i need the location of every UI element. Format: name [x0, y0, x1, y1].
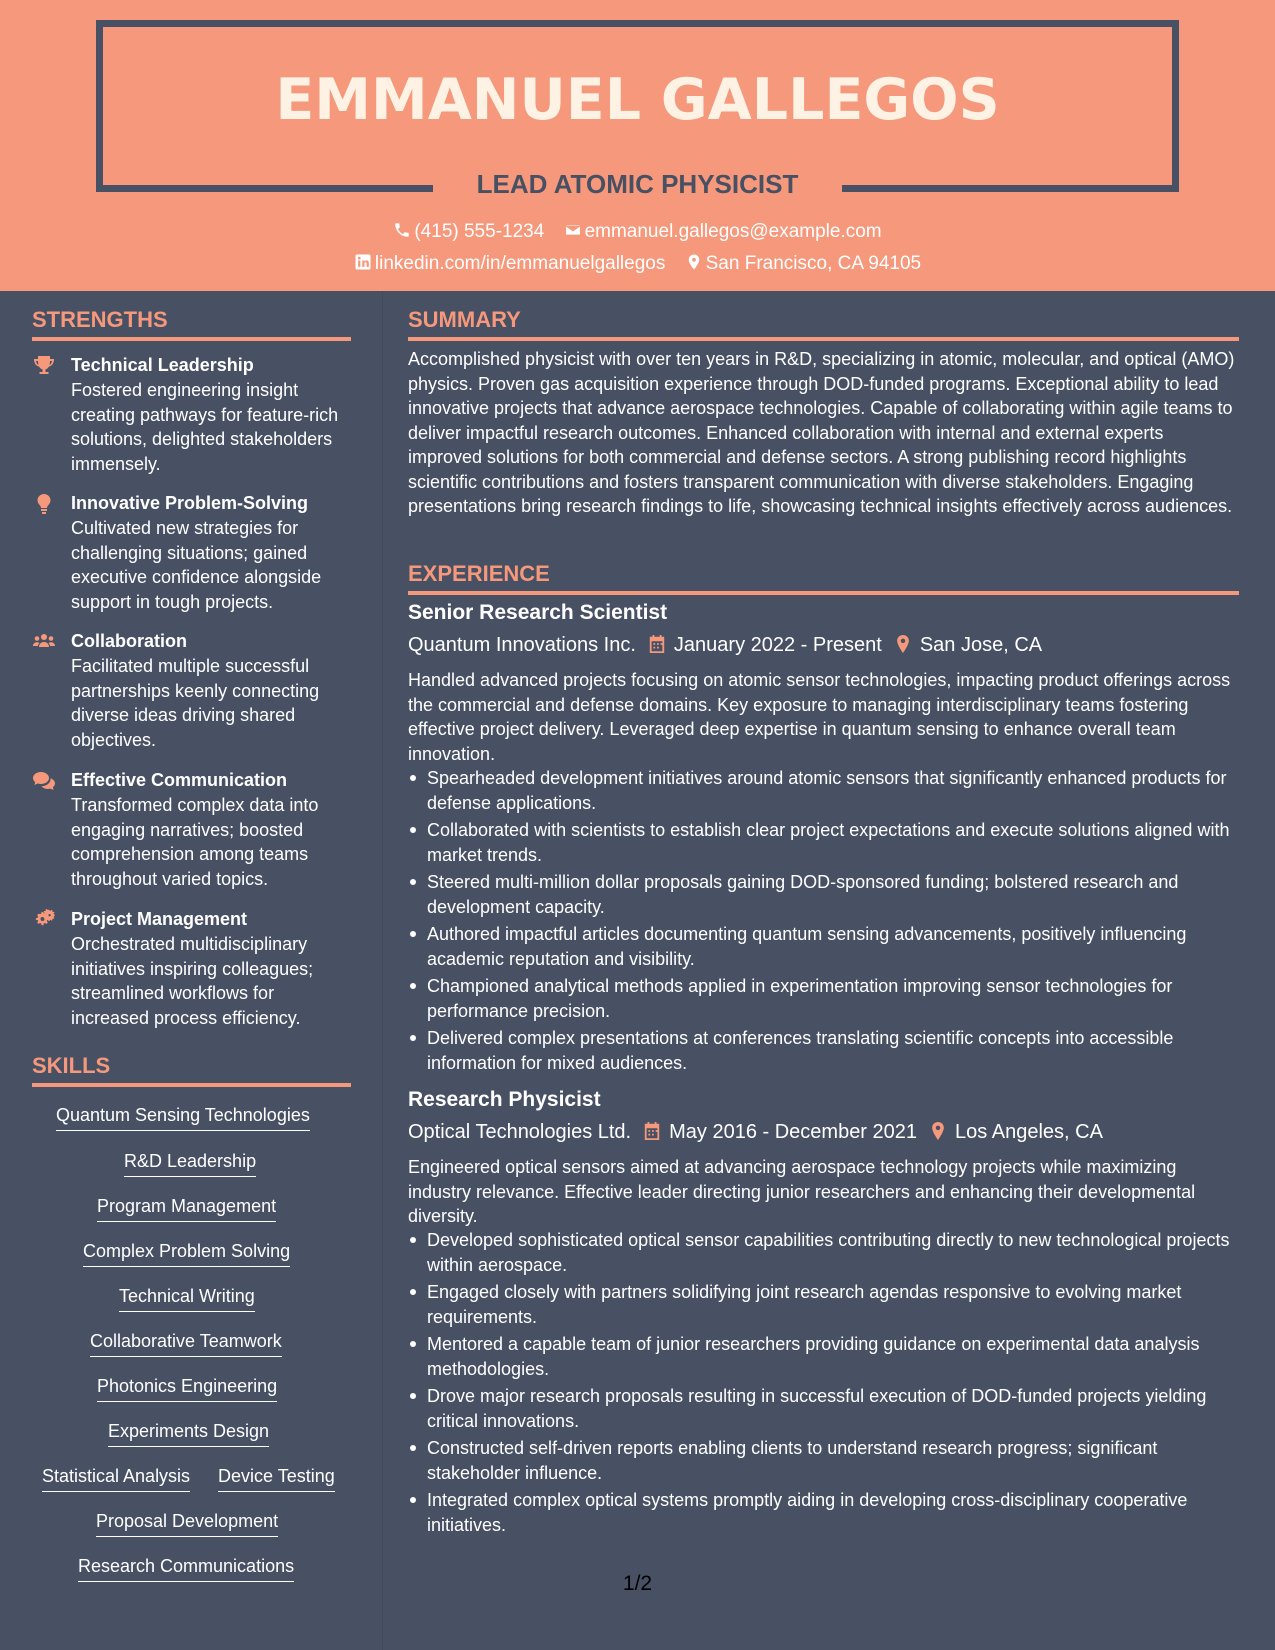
- skill-tag: Collaborative Teamwork: [90, 1329, 282, 1357]
- strength-desc: Fostered engineering insight creating pathways for feature-rich solutions, delighted stakeholders immensely.: [71, 380, 339, 474]
- bullet-item: Authored impactful articles documenting quantum sensing advancements, positively influencing academic reputation and visibility.: [408, 922, 1238, 971]
- envelope-icon: [564, 221, 582, 239]
- name-frame-left: [96, 20, 103, 192]
- skill-tag: Proposal Development: [96, 1509, 278, 1537]
- strengths-heading: STRENGTHS: [32, 307, 168, 332]
- bullet-item: Delivered complex presentations at conferences translating scientific concepts into accessible information for mixed audiences.: [408, 1026, 1238, 1075]
- strength-desc: Transformed complex data into engaging narratives; boosted comprehension among teams throughout varied topics.: [71, 795, 319, 889]
- skill-tag: Program Management: [97, 1194, 276, 1222]
- strength-title: Innovative Problem-Solving: [71, 493, 309, 513]
- skill-tag: Device Testing: [218, 1464, 335, 1492]
- page-number: 1/2: [622, 1572, 653, 1595]
- job-title: Research Physicist: [408, 1088, 601, 1111]
- job-meta: [408, 1118, 1103, 1146]
- candidate-name: EMMANUEL GALLEGOS: [275, 67, 1000, 133]
- column-divider: [382, 291, 383, 1650]
- skill-tag: Statistical Analysis: [42, 1464, 190, 1492]
- summary-rule: [408, 337, 1239, 341]
- comments-icon: [32, 770, 56, 792]
- map-pin-icon: [929, 1121, 947, 1141]
- contact-email[interactable]: [564, 219, 882, 245]
- phone-icon: [393, 221, 411, 239]
- contact-linkedin[interactable]: [354, 251, 665, 277]
- name-frame-bottom-left: [96, 185, 433, 192]
- map-pin-icon: [685, 253, 703, 271]
- strength-desc: Orchestrated multidisciplinary initiatives inspiring colleagues; streamlined workflows for increased process efficiency.: [71, 934, 314, 1028]
- linkedin-text: linkedin.com/in/emmanuelgallegos: [374, 253, 666, 274]
- bullet-item: Steered multi-million dollar proposals gaining DOD-sponsored funding; bolstered research and development capacity.: [408, 870, 1238, 919]
- strengths-rule: [32, 337, 351, 341]
- job-meta: [408, 631, 1042, 659]
- skill-tag: Research Communications: [78, 1554, 294, 1582]
- job-dates: January 2022 - Present: [673, 634, 882, 656]
- header-banner: [0, 0, 1275, 291]
- company-name: Quantum Innovations Inc.: [408, 634, 636, 656]
- bullet-item: Constructed self-driven reports enabling clients to understand research progress; significant stakeholder influence.: [408, 1436, 1238, 1485]
- bullet-item: Engaged closely with partners solidifying joint research agendas responsive to evolving market requirements.: [408, 1280, 1238, 1329]
- name-frame-right: [1172, 20, 1179, 192]
- phone-text: (415) 555-1234: [414, 221, 545, 242]
- strength-desc: Facilitated multiple successful partnerships keenly connecting diverse ideas driving shared objectives.: [71, 656, 320, 750]
- job-location: San Jose, CA: [919, 634, 1043, 656]
- strength-title: Project Management: [71, 909, 248, 929]
- skill-tag: R&D Leadership: [124, 1149, 256, 1177]
- contact-phone[interactable]: [393, 219, 544, 245]
- contact-row-secondary: [0, 251, 1275, 277]
- gears-icon: [32, 909, 56, 931]
- lightbulb-icon: [32, 493, 56, 515]
- skill-tag: Technical Writing: [119, 1284, 255, 1312]
- strength-title: Collaboration: [71, 631, 187, 651]
- contact-location: [685, 251, 921, 277]
- job-title: Senior Research Scientist: [408, 601, 668, 624]
- skills-rule: [32, 1083, 351, 1087]
- experience-heading: EXPERIENCE: [408, 561, 550, 586]
- map-pin-icon: [894, 634, 912, 654]
- strength-title: Technical Leadership: [71, 355, 254, 375]
- bullet-item: Spearheaded development initiatives around atomic sensors that significantly enhanced products for defense applications.: [408, 766, 1238, 815]
- bullet-item: Championed analytical methods applied in experimentation improving sensor technologies for performance precision.: [408, 974, 1238, 1023]
- job-location: Los Angeles, CA: [955, 1121, 1103, 1143]
- summary-text: Accomplished physicist with over ten years in R&D, specializing in atomic, molecular, and optical (AMO) physics. Proven gas acquisition experience through DOD-funded programs. Exceptional ability to lead innovative projects that advance aerospace technologies. Capable of collaborating within agile teams to deliver impactful research outcomes. Enhanced collaboration with internal and external experts improved solutions for both commercial and defense sectors. A strong publishing record highlights scientific contributions and fosters transparent communication with diverse stakeholders. Engaging presentations bring research findings to life, showcasing technical insights effectively across audiences.: [408, 349, 1235, 516]
- strength-title: Effective Communication: [71, 770, 288, 790]
- skill-tag: Complex Problem Solving: [83, 1239, 290, 1267]
- calendar-icon: [643, 1121, 661, 1141]
- summary-heading: SUMMARY: [408, 307, 521, 332]
- email-text: emmanuel.gallegos@example.com: [584, 221, 882, 242]
- job-bullets: [408, 766, 1238, 1078]
- experience-rule: [408, 591, 1239, 595]
- name-frame-bottom-right: [842, 185, 1179, 192]
- company-name: Optical Technologies Ltd.: [408, 1121, 632, 1143]
- job-description: Handled advanced projects focusing on atomic sensor technologies, impacting product offerings across the commercial and defense domains. Key exposure to managing interdisciplinary teams fostering effective project delivery. Leveraged deep expertise in quantum sensing to enhance overall team innovation.: [408, 670, 1231, 764]
- name-frame-top: [96, 20, 1179, 27]
- skills-heading: SKILLS: [32, 1053, 111, 1078]
- bullet-item: Collaborated with scientists to establish clear project expectations and execute solutions aligned with market trends.: [408, 818, 1238, 867]
- skill-tag: Quantum Sensing Technologies: [56, 1103, 310, 1131]
- trophy-icon: [32, 355, 56, 377]
- bullet-item: Developed sophisticated optical sensor capabilities contributing directly to new technological projects within aerospace.: [408, 1228, 1238, 1277]
- job-title-heading: LEAD ATOMIC PHYSICIST: [476, 169, 799, 199]
- job-dates: May 2016 - December 2021: [669, 1121, 918, 1143]
- location-text: San Francisco, CA 94105: [705, 253, 922, 274]
- users-icon: [32, 631, 56, 653]
- calendar-icon: [648, 634, 666, 654]
- contact-row-primary: [0, 219, 1275, 245]
- skill-tag: Experiments Design: [108, 1419, 269, 1447]
- bullet-item: Drove major research proposals resulting in successful execution of DOD-funded projects yielding critical innovations.: [408, 1384, 1238, 1433]
- bullet-item: Mentored a capable team of junior researchers providing guidance on experimental data analysis methodologies.: [408, 1332, 1238, 1381]
- strength-desc: Cultivated new strategies for challenging situations; gained executive confidence alongside support in tough projects.: [71, 518, 322, 612]
- bullet-item: Integrated complex optical systems promptly aiding in developing cross-disciplinary cooperative initiatives.: [408, 1488, 1238, 1537]
- linkedin-icon: [354, 253, 372, 271]
- job-description: Engineered optical sensors aimed at advancing aerospace technology projects while maximizing industry relevance. Effective leader directing junior researchers and enhancing their developmental diversity.: [408, 1157, 1196, 1226]
- job-bullets: [408, 1228, 1238, 1540]
- skill-tag: Photonics Engineering: [97, 1374, 277, 1402]
